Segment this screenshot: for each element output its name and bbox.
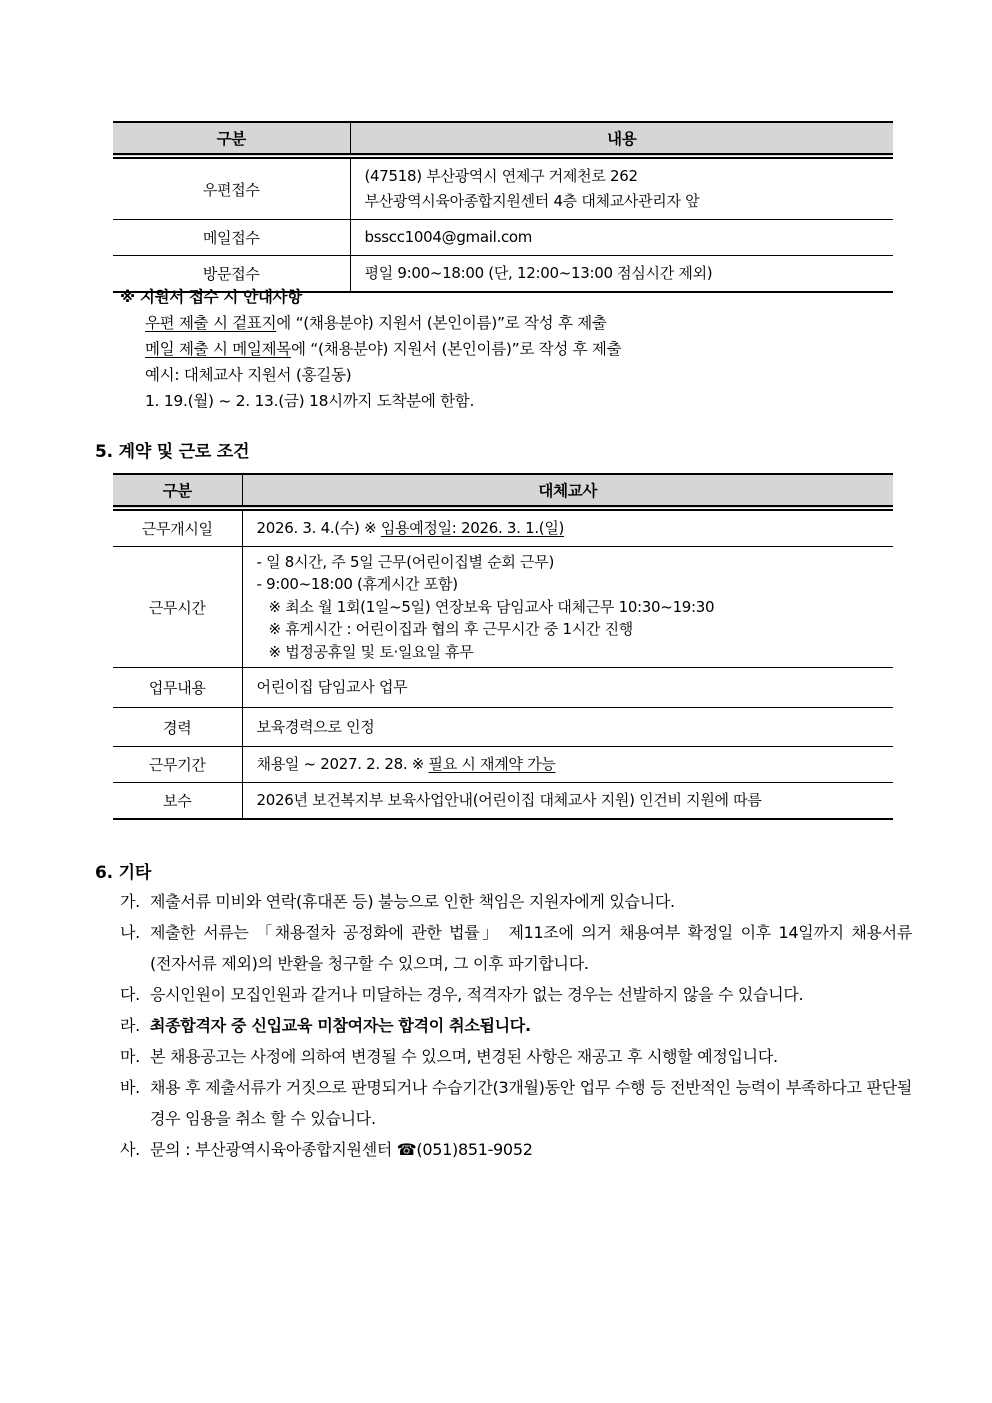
item-marker: 마. (120, 1047, 140, 1066)
section-heading-contract: 5. 계약 및 근로 조건 (95, 442, 250, 462)
row-content: 2026년 보건복지부 보육사업안내(어린이집 대체교사 지원) 인건비 지원에 따름 (242, 783, 893, 820)
item-text: 최종합격자 중 신입교육 미참여자는 합격이 취소됩니다. (150, 1016, 531, 1035)
table-row (113, 156, 893, 220)
start-date-text: 2026. 3. 4.(수) ※ (256, 519, 381, 537)
item-text: 제출서류 미비와 연락(휴대폰 등) 불능으로 인한 책임은 지원자에게 있습니다. (150, 892, 675, 911)
list-item (120, 1041, 912, 1072)
notice-line-rest: 에 “(채용분야) 지원서 (본인이름)”로 작성 후 제출 (276, 314, 607, 332)
notice-title: ※ 지원서 접수 시 안내사항 (120, 288, 302, 306)
header-cell-content: 내용 (350, 122, 893, 156)
item-text: 문의 : 부산광역시육아종합지원센터 ☎(051)851-9052 (150, 1140, 533, 1159)
row-label: 업무내용 (113, 668, 242, 708)
header-cell-category: 구분 (113, 474, 242, 508)
table-row (113, 547, 893, 668)
row-label: 방문접수 (113, 256, 350, 293)
row-content (242, 508, 893, 547)
header-cell-position: 대체교사 (242, 474, 893, 508)
item-text: 채용 후 제출서류가 거짓으로 판명되거나 수습기간(3개월)동안 업무 수행 등 전반적인 능력이 부족하다고 판단될 경우 임용을 취소 할 수 있습니다. (150, 1078, 912, 1128)
row-content (242, 547, 893, 668)
item-text: 응시인원이 모집인원과 같거나 미달하는 경우, 적격자가 없는 경우는 선발하지 않을 수 있습니다. (150, 985, 804, 1004)
application-notice (120, 284, 910, 414)
hours-line: ※ 법정공휴일 및 토·일요일 휴무 (268, 642, 474, 661)
item-text: 제출한 서류는 「채용절차 공정화에 관한 법률」 제11조에 의거 채용여부 확정일 이후 14일까지 채용서류(전자서류 제외)의 반환을 청구할 수 있으며, 그 이후 파기합니다. (150, 923, 912, 973)
item-marker: 라. (120, 1016, 140, 1035)
row-label: 보수 (113, 783, 242, 820)
contract-table (113, 473, 893, 820)
reception-table (113, 121, 893, 293)
underlined-phrase: 메일 제출 시 메일제목 (145, 340, 291, 358)
table-row (113, 747, 893, 783)
underlined-phrase: 임용예정일: 2026. 3. 1.(일) (380, 519, 565, 537)
row-label: 근무개시일 (113, 508, 242, 547)
underlined-phrase: 필요 시 재계약 가능 (428, 755, 556, 774)
email-address: bsscc1004@gmail.com (350, 220, 893, 256)
underlined-phrase: 우편 제출 시 겉표지 (145, 314, 277, 332)
address-line: 부산광역시육아종합지원센터 4층 대체교사관리자 앞 (364, 192, 700, 210)
row-content (350, 156, 893, 220)
list-item (120, 1134, 912, 1165)
item-text: 본 채용공고는 사정에 의하여 변경될 수 있으며, 변경된 사항은 재공고 후 시행할 예정입니다. (150, 1047, 778, 1066)
period-text: 채용일 ~ 2027. 2. 28. ※ (256, 755, 429, 774)
row-label: 우편접수 (113, 156, 350, 220)
row-label: 근무기간 (113, 747, 242, 783)
notice-line: 예시: 대체교사 지원서 (홍길동) (145, 366, 352, 384)
hours-line: - 9:00~18:00 (휴게시간 포함) (256, 575, 458, 594)
address-line: (47518) 부산광역시 연제구 거제천로 262 (364, 167, 638, 185)
hours-line: - 일 8시간, 주 5일 근무(어린이집별 순회 근무) (256, 553, 554, 571)
table-header-row (113, 474, 893, 508)
table-row (113, 508, 893, 547)
list-item (120, 1072, 912, 1134)
row-content: 보육경력으로 인정 (242, 708, 893, 747)
row-label: 메일접수 (113, 220, 350, 256)
row-label: 경력 (113, 708, 242, 747)
list-item (120, 1010, 912, 1041)
table-row (113, 220, 893, 256)
notice-line (120, 310, 910, 336)
other-items-list (120, 886, 912, 1165)
notice-line-rest: 에 “(채용분야) 지원서 (본인이름)”로 작성 후 제출 (290, 340, 622, 358)
row-content: 어린이집 담임교사 업무 (242, 668, 893, 708)
table-row (113, 783, 893, 820)
hours-line: ※ 최소 월 1회(1일~5일) 연장보육 담임교사 대체근무 10:30~19:30 (268, 597, 715, 616)
list-item (120, 979, 912, 1010)
row-content: 평일 9:00~18:00 (단, 12:00~13:00 점심시간 제외) (350, 256, 893, 293)
header-cell-category: 구분 (113, 122, 350, 156)
item-marker: 가. (120, 892, 140, 911)
table-row (113, 668, 893, 708)
notice-line: 1. 19.(월) ~ 2. 13.(금) 18시까지 도착분에 한함. (145, 392, 475, 410)
list-item (120, 886, 912, 917)
table-header-row (113, 122, 893, 156)
row-label: 근무시간 (113, 547, 242, 668)
notice-line (120, 336, 910, 362)
item-marker: 바. (120, 1078, 140, 1097)
item-marker: 사. (120, 1140, 140, 1159)
section-heading-other: 6. 기타 (95, 863, 152, 883)
hours-line: ※ 휴게시간 : 어린이집과 협의 후 근무시간 중 1시간 진행 (268, 620, 633, 639)
item-marker: 나. (120, 923, 140, 942)
table-row (113, 708, 893, 747)
list-item (120, 917, 912, 979)
item-marker: 다. (120, 985, 140, 1004)
row-content (242, 747, 893, 783)
